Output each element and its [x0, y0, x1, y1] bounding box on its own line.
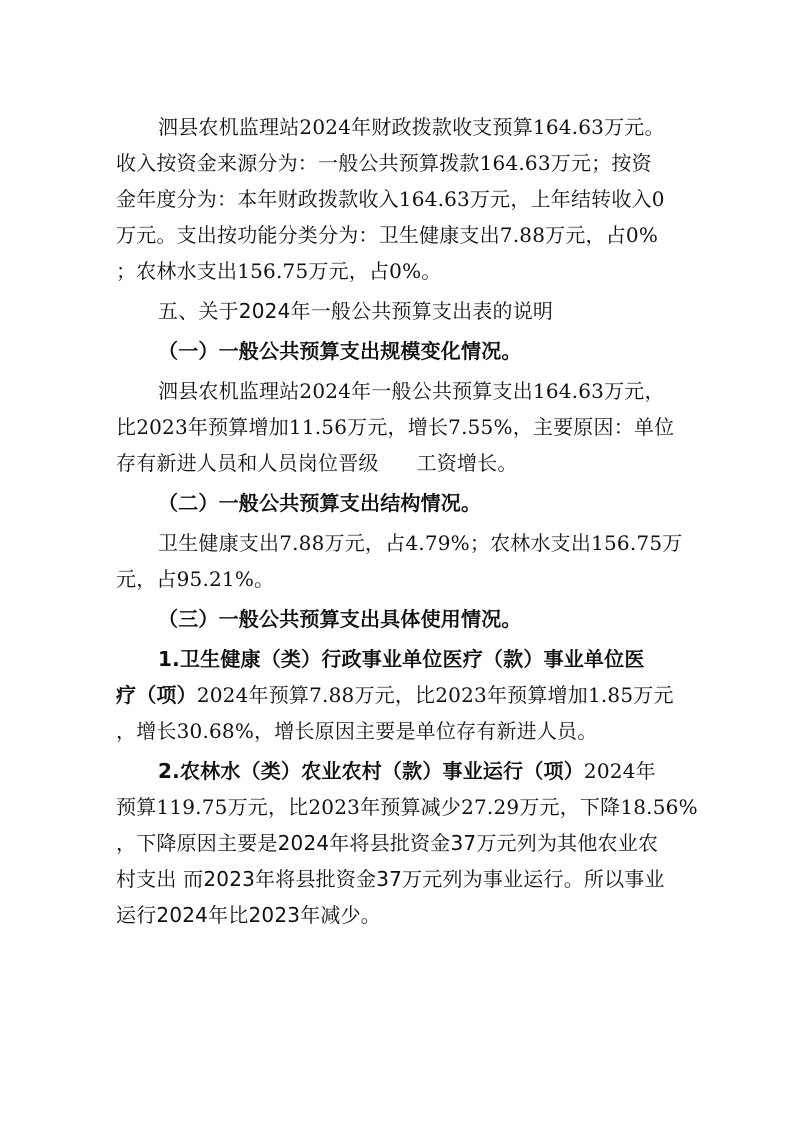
- item-2-line-4: 村支出 而2023年将县批资金37万元列为事业运行。所以事业: [116, 867, 665, 891]
- paragraph-2-line-3-part-b: 工资增长。: [416, 451, 518, 475]
- item-1-line-2-text: 2024年预算7.88万元，比2023年预算增加1.85万元: [196, 683, 674, 707]
- paragraph-1-line-5: ；农林水支出156.75万元，占0%。: [116, 259, 442, 283]
- paragraph-2-line-2: 比2023年预算增加11.56万元，增长7.55%，主要原因：单位: [116, 415, 675, 439]
- paragraph-1-line-3: 金年度分为：本年财政拨款收入164.63万元，上年结转收入0: [116, 187, 665, 211]
- paragraph-3-line-1: 卫生健康支出7.88万元，占4.79%；农林水支出156.75万: [158, 531, 683, 555]
- item-2-line-5: 运行2024年比2023年减少。: [116, 903, 381, 927]
- paragraph-3-line-2: 元，占95.21%。: [116, 567, 275, 591]
- paragraph-2-line-1: 泗县农机监理站2024年一般公共预算支出164.63万元，: [158, 379, 665, 403]
- item-1-line-2-bold-part: 疗（项）: [116, 683, 197, 707]
- item-1-line-1: 1.卫生健康（类）行政事业单位医疗（款）事业单位医: [158, 647, 645, 671]
- subsection-2-heading: （二）一般公共预算支出结构情况。: [158, 491, 482, 515]
- paragraph-1-line-2: 收入按资金来源分为：一般公共预算拨款164.63万元；按资: [116, 151, 652, 175]
- section-5-heading: 五、关于2024年一般公共预算支出表的说明: [158, 299, 554, 323]
- paragraph-1-line-4: 万元。支出按功能分类分为：卫生健康支出7.88万元，占0%: [116, 223, 659, 247]
- item-2-line-1-text: 2024年: [583, 759, 656, 783]
- item-2-line-1: [158, 757, 728, 785]
- subsection-3-heading: （三）一般公共预算支出具体使用情况。: [158, 607, 522, 631]
- item-1-line-2: [116, 681, 686, 709]
- item-2-line-2: 预算119.75万元，比2023年预算减少27.29万元，下降18.56%: [116, 795, 698, 819]
- item-2-line-1-bold-part: 2.农林水（类）农业农村（款）事业运行（项）: [158, 759, 584, 783]
- item-1-line-3: ，增长30.68%，增长原因主要是单位存有新进人员。: [116, 719, 598, 743]
- paragraph-2-line-3-part-a: 存有新进人员和人员岗位晋级: [116, 451, 379, 475]
- paragraph-2-line-3: [116, 449, 686, 477]
- paragraph-1-line-1: 泗县农机监理站2024年财政拨款收支预算164.63万元。: [158, 115, 665, 139]
- subsection-1-heading: （一）一般公共预算支出规模变化情况。: [158, 339, 522, 363]
- item-2-line-3: ，下降原因主要是2024年将县批资金37万元列为其他农业农: [116, 831, 659, 855]
